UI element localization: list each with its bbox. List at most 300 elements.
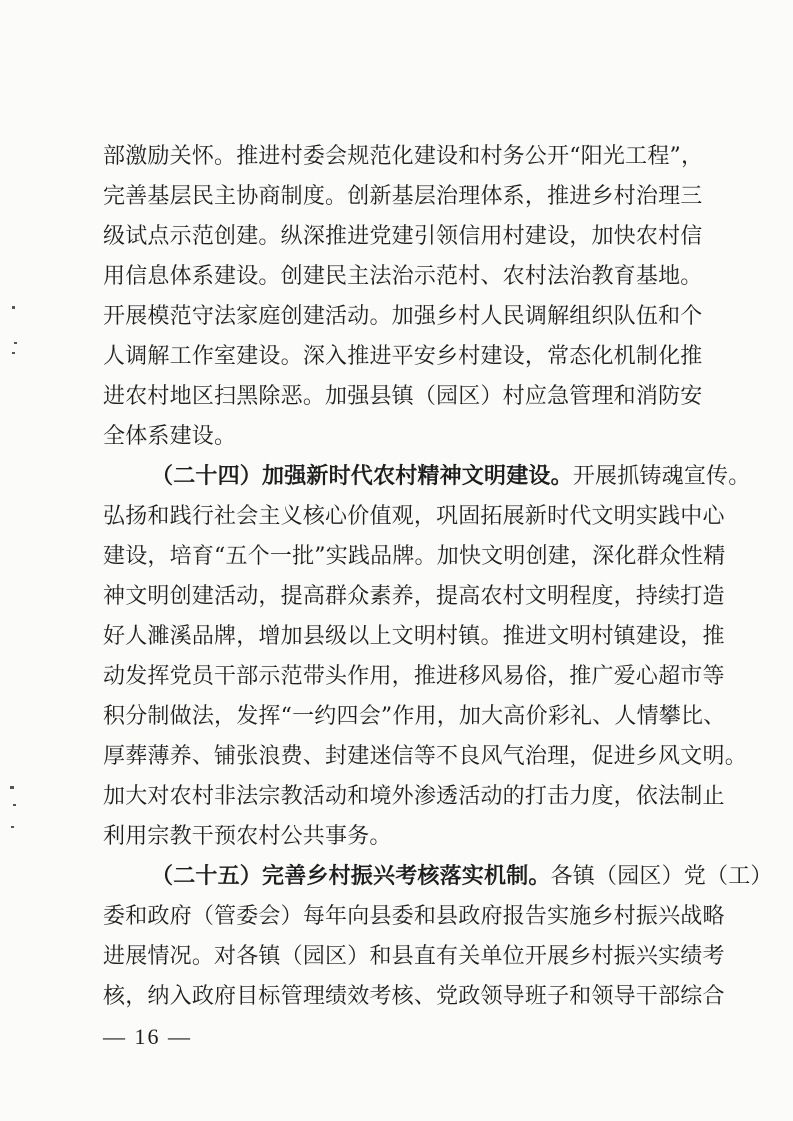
text-glyph: ，: [569, 744, 592, 769]
text-glyph: 安: [413, 344, 437, 369]
text-glyph: 政: [458, 904, 481, 929]
section-25-first-line-text: 各镇（园区）党（工）: [550, 864, 773, 889]
text-glyph: 制: [635, 344, 659, 369]
text-line: [103, 617, 725, 657]
text-glyph: 明: [147, 584, 170, 609]
text-glyph: 每: [302, 904, 326, 929]
text-glyph: 行: [191, 504, 215, 529]
text-line-content: 利用宗教干预农村公共事务。: [103, 824, 392, 849]
text-glyph: 打: [524, 784, 548, 809]
text-glyph: 等: [413, 744, 437, 769]
text-glyph: 进: [569, 184, 592, 209]
text-glyph: 明: [569, 624, 592, 649]
text-glyph: 实: [635, 504, 659, 529]
text-glyph: 展: [125, 304, 148, 329]
text-glyph: “: [214, 544, 226, 569]
text-glyph: 振: [635, 904, 659, 929]
text-glyph: 易: [502, 664, 525, 689]
text-glyph: 告: [524, 904, 548, 929]
text-glyph: 建: [480, 344, 503, 369]
text-glyph: 固: [458, 504, 481, 529]
text-glyph: 光: [602, 144, 626, 169]
text-glyph: 化: [591, 344, 614, 369]
text-glyph: 群: [325, 584, 348, 609]
text-glyph: 建: [347, 744, 370, 769]
text-glyph: 挥: [147, 664, 170, 689]
text-glyph: 代: [569, 504, 592, 529]
text-glyph: 创: [525, 544, 548, 569]
text-glyph: 法: [191, 704, 215, 729]
text-glyph: 法: [369, 264, 392, 289]
text-glyph: 透: [436, 784, 459, 809]
text-glyph: 体: [480, 184, 503, 209]
text-glyph: 村: [147, 384, 170, 409]
text-glyph: 、: [480, 264, 503, 289]
text-glyph: 开: [524, 944, 548, 969]
text-glyph: 高: [302, 584, 326, 609]
text-glyph: 伍: [635, 304, 659, 329]
text-glyph: 平: [391, 344, 414, 369]
text-glyph: 会: [358, 704, 381, 729]
text-glyph: 和: [125, 904, 148, 929]
text-glyph: 调: [524, 304, 548, 329]
text-glyph: 领: [591, 984, 614, 1009]
text-glyph: 。: [258, 224, 281, 249]
text-glyph: 高: [503, 704, 526, 729]
text-glyph: 养: [391, 584, 414, 609]
text-glyph: 委: [236, 904, 259, 929]
text-glyph: 治: [391, 264, 414, 289]
text-glyph: 入: [169, 984, 192, 1009]
text-glyph: 党: [436, 984, 459, 1009]
text-glyph: 中: [680, 504, 703, 529]
text-glyph: 好: [103, 624, 126, 649]
text-glyph: 程: [647, 144, 670, 169]
text-glyph: 励: [147, 144, 170, 169]
text-glyph: 核: [103, 984, 126, 1009]
text-line: [103, 737, 747, 777]
text-glyph: ，: [147, 544, 170, 569]
text-glyph: 年: [325, 904, 348, 929]
text-glyph: 做: [169, 704, 192, 729]
text-glyph: 协: [236, 184, 259, 209]
text-glyph: 教: [280, 784, 303, 809]
text-glyph: 兴: [658, 904, 681, 929]
text-glyph: 标: [258, 984, 281, 1009]
text-glyph: 情: [636, 704, 659, 729]
text-glyph: 体: [169, 264, 192, 289]
text-glyph: 建: [635, 624, 659, 649]
text-glyph: ，: [413, 504, 437, 529]
text-glyph: 单: [480, 944, 503, 969]
text-glyph: 动: [347, 304, 370, 329]
text-line: [103, 977, 725, 1017]
text-glyph: 制: [147, 704, 170, 729]
text-glyph: 俗: [524, 664, 548, 689]
text-glyph: 法: [214, 304, 237, 329]
text-glyph: 进: [103, 384, 126, 409]
section-24-heading: （二十四）加强新时代农村精神文明建设。: [151, 464, 573, 489]
text-glyph: 农: [169, 784, 192, 809]
text-glyph: 提: [280, 584, 303, 609]
text-glyph: （: [413, 384, 437, 409]
text-glyph: 级: [103, 224, 126, 249]
text-glyph: 深: [302, 344, 326, 369]
text-glyph: 用: [103, 264, 126, 289]
text-glyph: 大: [481, 704, 504, 729]
text-glyph: 风: [480, 664, 503, 689]
text-glyph: 息: [147, 264, 170, 289]
text-glyph: 强: [413, 304, 437, 329]
text-glyph: 进: [347, 224, 370, 249]
text-glyph: 会: [325, 144, 348, 169]
text-glyph: 村: [458, 264, 481, 289]
text-glyph: ，: [125, 984, 148, 1009]
text-line: [103, 297, 703, 337]
text-glyph: 活: [458, 784, 481, 809]
text-glyph: 治: [635, 184, 659, 209]
text-glyph: 信: [391, 744, 414, 769]
text-glyph: 实: [325, 544, 348, 569]
text-glyph: 目: [236, 984, 259, 1009]
text-glyph: 促: [591, 744, 614, 769]
text-glyph: 动: [103, 664, 126, 689]
text-glyph: 农: [635, 224, 659, 249]
text-glyph: 义: [280, 504, 303, 529]
text-glyph: 用: [480, 224, 503, 249]
text-glyph: 织: [591, 304, 614, 329]
text-glyph: 制: [280, 184, 303, 209]
text-glyph: 理: [302, 984, 326, 1009]
text-glyph: 向: [347, 904, 370, 929]
text-glyph: 快: [458, 544, 482, 569]
text-glyph: 深: [302, 224, 326, 249]
text-glyph: 管: [569, 384, 592, 409]
text-glyph: 。: [369, 304, 392, 329]
text-glyph: 推: [236, 144, 259, 169]
text-glyph: 快: [613, 224, 636, 249]
text-glyph: 和: [658, 304, 681, 329]
text-glyph: 化: [391, 144, 414, 169]
text-glyph: 气: [502, 744, 525, 769]
text-glyph: 创: [280, 304, 303, 329]
text-glyph: 素: [369, 584, 392, 609]
text-glyph: 况: [169, 944, 192, 969]
text-glyph: ，: [391, 664, 414, 689]
text-glyph: 建: [236, 344, 259, 369]
text-glyph: 主: [258, 504, 281, 529]
text-glyph: 设: [502, 344, 525, 369]
text-line: [103, 177, 703, 217]
text-glyph: 班: [524, 984, 548, 1009]
text-glyph: 续: [658, 584, 681, 609]
text-glyph: 农: [502, 264, 525, 289]
text-glyph: 建: [391, 224, 414, 249]
text-glyph: 战: [680, 904, 703, 929]
text-glyph: 攀: [658, 704, 681, 729]
text-glyph: 建: [191, 584, 215, 609]
text-glyph: 县: [436, 904, 459, 929]
text-glyph: 明: [702, 744, 725, 769]
text-glyph: 加: [103, 784, 126, 809]
text-glyph: 民: [502, 304, 525, 329]
text-glyph: 政: [458, 984, 481, 1009]
text-glyph: 部: [103, 144, 126, 169]
text-glyph: 大: [125, 784, 148, 809]
text-glyph: 村: [502, 224, 525, 249]
text-glyph: 有: [436, 944, 459, 969]
text-glyph: 村: [502, 584, 525, 609]
scan-mark: [12, 352, 15, 354]
text-glyph: 考: [369, 984, 392, 1009]
text-glyph: 村: [502, 384, 525, 409]
text-glyph: 个: [680, 304, 703, 329]
scan-mark: [10, 786, 14, 789]
text-glyph: 村: [613, 904, 636, 929]
text-glyph: 除: [258, 384, 281, 409]
text-glyph: 度: [591, 584, 614, 609]
text-glyph: 纳: [147, 984, 170, 1009]
text-glyph: 依: [635, 784, 659, 809]
text-glyph: 进: [613, 744, 636, 769]
text-glyph: 政: [147, 904, 170, 929]
text-glyph: 、: [413, 984, 437, 1009]
text-glyph: 、: [592, 704, 615, 729]
text-glyph: 和: [147, 504, 170, 529]
text-glyph: 三: [680, 184, 703, 209]
text-glyph: 。: [414, 544, 437, 569]
text-glyph: 发: [236, 704, 259, 729]
text-glyph: 推: [325, 224, 348, 249]
text-glyph: 加: [325, 384, 348, 409]
text-glyph: 众: [347, 584, 370, 609]
text-glyph: 高: [458, 584, 481, 609]
text-glyph: 村: [591, 944, 614, 969]
text-glyph: 的: [502, 784, 525, 809]
text-glyph: 振: [613, 944, 636, 969]
text-glyph: 。: [280, 344, 303, 369]
text-glyph: 葬: [125, 744, 148, 769]
text-glyph: 创: [169, 584, 192, 609]
text-glyph: 报: [502, 904, 525, 929]
text-glyph: 情: [147, 944, 170, 969]
text-glyph: 员: [191, 664, 215, 689]
text-glyph: 村: [480, 144, 503, 169]
text-glyph: 文: [391, 624, 414, 649]
text-glyph: ，: [569, 224, 592, 249]
text-glyph: 创: [214, 224, 237, 249]
section-24-first-line: [151, 457, 751, 497]
text-glyph: 设: [236, 264, 259, 289]
text-glyph: 层: [413, 184, 437, 209]
text-glyph: 园: [436, 384, 459, 409]
text-glyph: 态: [569, 344, 592, 369]
text-glyph: 庭: [258, 304, 281, 329]
text-glyph: 约: [314, 704, 337, 729]
text-glyph: 设: [125, 544, 148, 569]
text-glyph: 推: [502, 624, 525, 649]
text-line: [103, 337, 703, 377]
text-glyph: 对: [214, 944, 237, 969]
text-line: [103, 377, 703, 417]
text-glyph: 基: [391, 184, 414, 209]
text-glyph: 扫: [214, 384, 237, 409]
text-glyph: 综: [680, 984, 703, 1009]
text-glyph: 加: [391, 304, 414, 329]
text-glyph: 法: [547, 264, 570, 289]
text-glyph: 园: [302, 944, 326, 969]
text-glyph: 加: [458, 704, 482, 729]
text-glyph: 模: [147, 304, 170, 329]
text-glyph: ”: [380, 704, 393, 729]
text-glyph: ，: [613, 584, 636, 609]
text-glyph: 等: [702, 664, 725, 689]
text-glyph: 价: [525, 704, 548, 729]
text-glyph: 明: [503, 544, 526, 569]
text-glyph: 公: [524, 144, 548, 169]
text-glyph: 性: [680, 544, 704, 569]
text-glyph: 府: [214, 984, 237, 1009]
page-number: — 16 —: [103, 1024, 192, 1049]
text-glyph: 动: [480, 784, 503, 809]
text-glyph: 社: [214, 504, 237, 529]
text-glyph: 核: [391, 984, 414, 1009]
text-glyph: 。: [191, 944, 215, 969]
text-glyph: 治: [524, 744, 548, 769]
text-glyph: 开: [103, 304, 126, 329]
text-glyph: 县: [369, 384, 392, 409]
text-glyph: 拓: [480, 504, 503, 529]
text-glyph: 用: [414, 704, 437, 729]
text-glyph: 区: [191, 384, 215, 409]
text-glyph: 理: [458, 184, 481, 209]
text-glyph: 带: [302, 664, 326, 689]
text-glyph: 各: [236, 944, 259, 969]
text-glyph: 心: [702, 504, 725, 529]
text-glyph: 工: [625, 144, 648, 169]
text-glyph: ，: [258, 584, 281, 609]
text-glyph: 和: [569, 984, 592, 1009]
text-glyph: 引: [413, 224, 437, 249]
text-glyph: 范: [280, 664, 303, 689]
text-glyph: 导: [502, 984, 525, 1009]
text-glyph: “: [569, 144, 581, 169]
text-glyph: 群: [636, 544, 659, 569]
text-glyph: 进: [258, 144, 281, 169]
text-glyph: 信: [125, 264, 148, 289]
text-glyph: 进: [369, 344, 392, 369]
text-glyph: 观: [391, 504, 414, 529]
text-glyph: （: [191, 904, 215, 929]
text-glyph: 村: [458, 344, 481, 369]
text-glyph: 铺: [214, 744, 237, 769]
text-glyph: 法: [236, 784, 259, 809]
text-glyph: 规: [347, 144, 370, 169]
text-glyph: 展: [502, 504, 525, 529]
text-glyph: 心: [635, 664, 659, 689]
text-glyph: 一: [269, 544, 293, 569]
text-glyph: 众: [658, 544, 681, 569]
text-glyph: 新: [524, 504, 548, 529]
text-glyph: 干: [635, 984, 659, 1009]
text-glyph: 乡: [569, 944, 592, 969]
text-glyph: 关: [458, 944, 481, 969]
text-glyph: 县: [391, 944, 414, 969]
text-glyph: 黑: [236, 384, 259, 409]
text-glyph: 会: [258, 904, 281, 929]
scan-mark: [13, 804, 16, 806]
text-glyph: 入: [325, 344, 348, 369]
text-glyph: 溪: [169, 624, 192, 649]
text-glyph: 厚: [103, 744, 126, 769]
text-glyph: 比: [680, 704, 704, 729]
text-glyph: 恶: [280, 384, 303, 409]
text-glyph: 导: [613, 984, 636, 1009]
text-glyph: 作: [392, 704, 415, 729]
text-glyph: 实: [658, 944, 681, 969]
text-glyph: 委: [302, 144, 326, 169]
text-glyph: 培: [169, 544, 192, 569]
text-glyph: ，: [524, 344, 548, 369]
text-glyph: ，: [569, 544, 593, 569]
text-glyph: 理: [547, 744, 570, 769]
text-glyph: 风: [658, 744, 681, 769]
text-glyph: 非: [214, 784, 237, 809]
text-glyph: 绩: [680, 944, 703, 969]
text-glyph: 教: [591, 264, 614, 289]
text-glyph: 。: [480, 624, 503, 649]
text-glyph: 文: [125, 584, 148, 609]
text-line: [103, 497, 725, 537]
text-glyph: 和: [369, 944, 392, 969]
text-glyph: 镇: [613, 624, 636, 649]
text-glyph: 和: [413, 904, 437, 929]
text-glyph: （: [280, 944, 303, 969]
text-glyph: 镇: [458, 624, 481, 649]
text-glyph: 领: [436, 224, 459, 249]
text-glyph: 新: [369, 184, 392, 209]
text-glyph: 室: [214, 344, 237, 369]
text-glyph: 直: [413, 944, 437, 969]
text-glyph: 治: [436, 184, 459, 209]
text-glyph: ，: [680, 144, 704, 169]
text-glyph: 村: [191, 784, 215, 809]
text-glyph: 渗: [413, 784, 437, 809]
text-glyph: 宗: [258, 784, 281, 809]
text-glyph: 理: [658, 184, 681, 209]
text-glyph: 村: [658, 224, 681, 249]
text-glyph: 商: [258, 184, 281, 209]
scan-mark: [14, 342, 17, 344]
text-glyph: 善: [125, 184, 148, 209]
text-glyph: 农: [480, 584, 503, 609]
text-glyph: 品: [191, 624, 215, 649]
text-glyph: 境: [369, 784, 392, 809]
text-glyph: 范: [191, 224, 215, 249]
text-glyph: 移: [458, 664, 481, 689]
text-glyph: 村: [280, 144, 303, 169]
text-glyph: 爱: [613, 664, 636, 689]
text-glyph: 价: [347, 504, 370, 529]
text-glyph: 作: [347, 664, 370, 689]
text-glyph: 村: [458, 304, 481, 329]
text-glyph: 良: [458, 744, 481, 769]
text-glyph: 试: [125, 224, 148, 249]
text-glyph: 完: [103, 184, 126, 209]
text-glyph: 系: [502, 184, 525, 209]
text-glyph: 、: [191, 744, 215, 769]
text-glyph: 力: [569, 784, 592, 809]
